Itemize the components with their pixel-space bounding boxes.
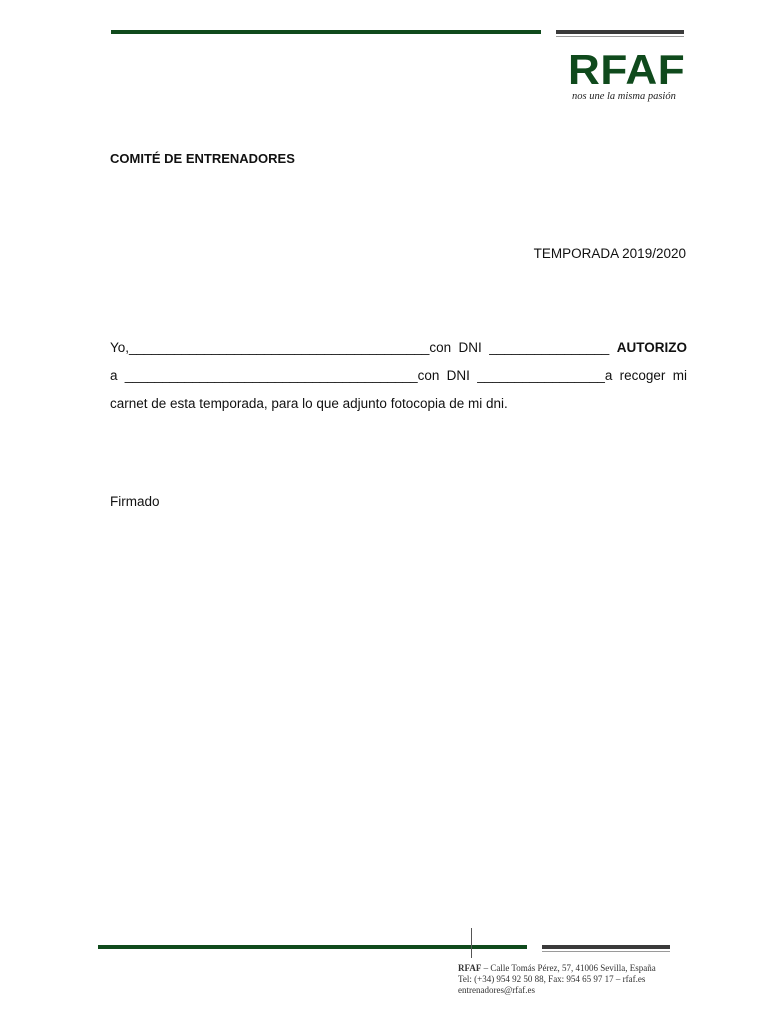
dni-label-2: DNI (446, 368, 470, 383)
authorization-line-2 (110, 362, 687, 390)
name-blank: Yo,________________________________________con (110, 340, 452, 355)
footer-contact (458, 963, 656, 996)
bottom-gray-rule (542, 945, 670, 949)
top-green-rule (111, 30, 541, 34)
authorization-line-1 (110, 334, 687, 362)
top-gray-rule (556, 30, 684, 34)
dni-blank: ________________ (489, 340, 610, 355)
bottom-gray-thin-rule (542, 951, 670, 952)
authorized-name-blank: _______________________________________con (124, 368, 440, 383)
word-recoger: recoger (619, 368, 666, 383)
logo-wordmark: RFAF (568, 46, 686, 93)
signed-label: Firmado (110, 494, 160, 509)
dni-blank-2: _________________a (477, 368, 613, 383)
footer-address-line (458, 963, 656, 974)
footer-email: entrenadores@rfaf.es (458, 985, 535, 995)
authorize-word: AUTORIZO (616, 340, 687, 355)
bottom-vertical-divider (471, 928, 472, 958)
footer-address: – Calle Tomás Pérez, 57, 41006 Sevilla, España (481, 963, 656, 973)
logo-tagline: nos une la misma pasión (572, 91, 676, 102)
dni-label: DNI (458, 340, 482, 355)
footer-org: RFAF (458, 963, 482, 973)
rfaf-logo (568, 46, 688, 102)
word-mi: mi (672, 368, 687, 383)
top-gray-thin-rule (556, 36, 684, 37)
season-label: TEMPORADA 2019/2020 (533, 246, 686, 261)
line2-prefix: a (110, 368, 118, 383)
bottom-green-rule (98, 945, 527, 949)
authorization-line-3 (110, 390, 687, 418)
footer-phone: Tel: (+34) 954 92 50 88, Fax: 954 65 97 17 – rfaf.es (458, 974, 646, 984)
line3-text: carnet de esta temporada, para lo que adjunto fotocopia de mi dni. (110, 396, 508, 411)
document-heading: COMITÉ DE ENTRENADORES (110, 151, 295, 166)
